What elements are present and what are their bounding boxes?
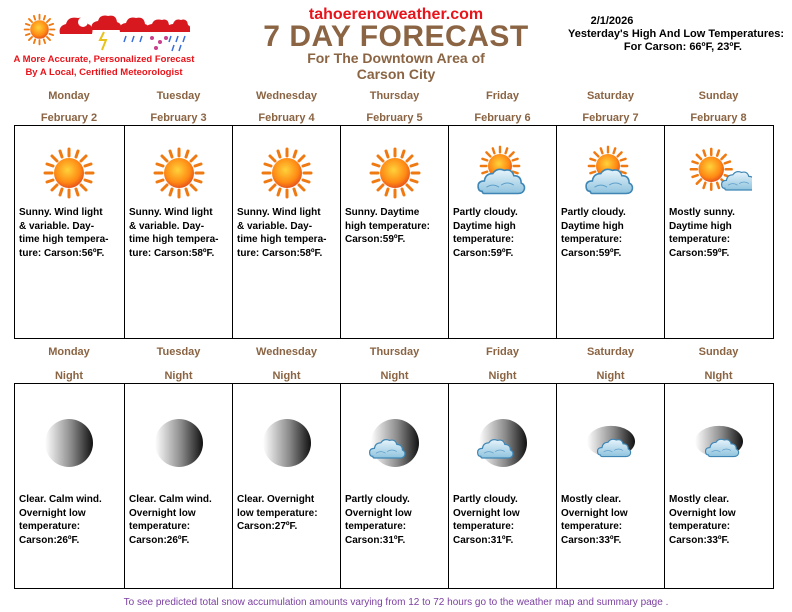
- day-label: Sunday: [698, 90, 739, 102]
- tagline-line1: A More Accurate, Personalized Forecast: [13, 54, 195, 65]
- mostly-sunny-icon: [686, 140, 752, 206]
- forecast-description: Sunny. Wind light & variable. Day- time high tempera- ture: Carson:58ºF.: [237, 207, 327, 259]
- mostly-clear-night-icon: [686, 410, 752, 476]
- forecast-description: Clear. Calm wind. Overnight low temperature: Carson:26ºF.: [19, 494, 102, 546]
- yesterday-value: For Carson: 66ºF, 23ºF.: [623, 41, 742, 53]
- day-label: Wednesday: [256, 346, 317, 358]
- day-label: Thursday: [369, 346, 420, 358]
- day-label: Tuesday: [156, 346, 201, 358]
- day-label: Sunday: [698, 346, 739, 358]
- day-label: Tuesday: [156, 90, 201, 102]
- subtitle-line1: For The Downtown Area of: [307, 50, 485, 66]
- date-label: February 4: [258, 112, 315, 124]
- night-label: Night: [272, 370, 301, 382]
- date-label: February 5: [366, 112, 423, 124]
- night-label: NIght: [704, 370, 733, 382]
- date-label: February 8: [690, 112, 747, 124]
- date-label: February 2: [40, 112, 98, 124]
- tagline-line2: By A Local, Certified Meteorologist: [25, 67, 183, 78]
- date-label: February 3: [150, 112, 207, 124]
- forecast-description: Partly cloudy. Overnight low temperature: Carson:31ºF.: [345, 494, 412, 546]
- night-label: Night: [596, 370, 625, 382]
- sun-icon: [362, 140, 428, 206]
- forecast-description: Clear. Calm wind. Overnight low temperature: Carson:26ºF.: [129, 494, 212, 546]
- moon-icon: [254, 410, 320, 476]
- forecast-description: Clear. Overnight low temperature: Carson:27ºF.: [237, 494, 318, 532]
- forecast-description: Sunny. Daytime high temperature: Carson:59ºF.: [345, 207, 431, 245]
- forecast-description: Mostly clear. Overnight low temperature: Carson:33ºF.: [561, 494, 628, 546]
- partly-cloudy-icon: [578, 140, 644, 206]
- day-label: Thursday: [369, 90, 420, 102]
- sun-icon: [36, 140, 102, 206]
- yesterday-label: Yesterday's High And Low Temperatures:: [568, 28, 784, 40]
- site-link[interactable]: tahoerenoweather.com: [308, 6, 484, 23]
- day-label: Saturday: [586, 346, 635, 358]
- subtitle-line2: Carson City: [356, 66, 436, 82]
- day-label: Monday: [48, 346, 90, 358]
- day-label: Monday: [48, 90, 90, 102]
- day-label: Friday: [485, 90, 519, 102]
- day-label: Wednesday: [256, 90, 317, 102]
- day-label: Friday: [485, 346, 519, 358]
- date-label: February 7: [582, 112, 639, 124]
- forecast-description: Sunny. Wind light & variable. Day- time high tempera- ture: Carson:58ºF.: [129, 207, 219, 259]
- forecast-description: Partly cloudy. Overnight low temperature: Carson:31ºF.: [453, 494, 520, 546]
- forecast-description: Partly cloudy. Daytime high temperature: Carson:59ºF.: [561, 207, 626, 259]
- forecast-description: Partly cloudy. Daytime high temperature: Carson:59ºF.: [453, 207, 518, 259]
- forecast-description: Sunny. Wind light & variable. Day- time high tempera- ture: Carson:56ºF.: [19, 207, 109, 259]
- date-label: February 6: [474, 112, 531, 124]
- partly-cloudy-icon: [470, 140, 536, 206]
- night-label: Night: [488, 370, 517, 382]
- night-label: Night: [164, 370, 193, 382]
- page-title: 7 DAY FORECAST: [263, 20, 529, 53]
- forecast-description: Mostly sunny. Daytime high temperature: Carson:59ºF.: [669, 207, 735, 259]
- night-label: Night: [54, 370, 84, 382]
- moon-icon: [36, 410, 102, 476]
- forecast-description: Mostly clear. Overnight low temperature: Carson:33ºF.: [669, 494, 736, 546]
- night-label: Night: [380, 370, 409, 382]
- sun-icon: [254, 140, 320, 206]
- partly-cloudy-night-icon: [362, 410, 428, 476]
- forecast-date: 2/1/2026: [590, 15, 634, 27]
- sun-icon: [146, 140, 212, 206]
- moon-icon: [146, 410, 212, 476]
- footer-note[interactable]: To see predicted total snow accumulation amounts varying from 12 to 72 hours go to the weather map and summary page .: [123, 597, 669, 608]
- partly-cloudy-night-icon: [470, 410, 536, 476]
- day-label: Saturday: [586, 90, 635, 102]
- mostly-clear-night-icon: [578, 410, 644, 476]
